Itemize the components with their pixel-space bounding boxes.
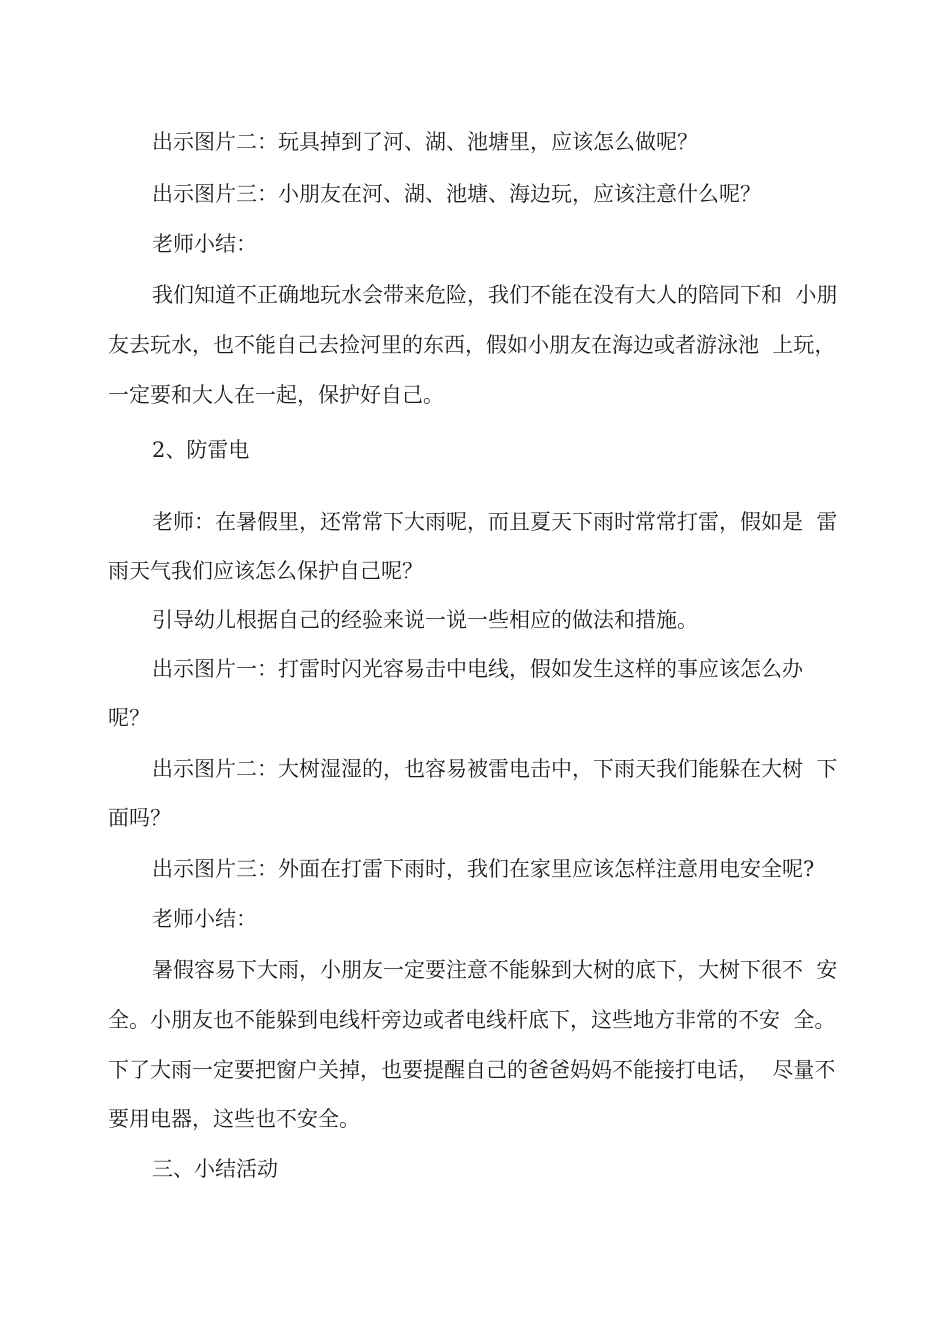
paragraph-line: 出示图片三：外面在打雷下雨时，我们在家里应该怎样注意用电安全呢? <box>152 857 815 881</box>
paragraph-line: 出示图片二：大树湿湿的，也容易被雷电击中，下雨天我们能躲在大树 下 <box>152 757 838 781</box>
paragraph-line: 呢？ <box>108 706 150 730</box>
paragraph-line: 友去玩水，也不能自己去捡河里的东西，假如小朋友在海边或者游泳池 上玩， <box>108 333 836 357</box>
section-subheading: 老师小结： <box>152 232 257 256</box>
paragraph-line: 一定要和大人在一起，保护好自己。 <box>108 383 444 407</box>
paragraph-line: 暑假容易下大雨，小朋友一定要注意不能躲到大树的底下，大树下很不 安 <box>152 958 838 982</box>
section-heading: 2、防雷电 <box>152 438 250 462</box>
paragraph-line: 出示图片三：小朋友在河、湖、池塘、海边玩，应该注意什么呢？ <box>152 182 761 206</box>
section-subheading: 老师小结： <box>152 907 257 931</box>
paragraph-line: 引导幼儿根据自己的经验来说一说一些相应的做法和措施。 <box>152 608 698 632</box>
paragraph-line: 要用电器，这些也不安全。 <box>108 1107 360 1131</box>
paragraph-line: 出示图片一：打雷时闪光容易击中电线，假如发生这样的事应该怎么办 <box>152 657 803 681</box>
paragraph-line: 面吗？ <box>108 806 171 830</box>
paragraph-line: 出示图片二：玩具掉到了河、湖、池塘里，应该怎么做呢？ <box>152 130 698 154</box>
paragraph-line: 下了大雨一定要把窗户关掉，也要提醒自己的爸爸妈妈不能接打电话， 尽量不 <box>108 1058 836 1082</box>
paragraph-line: 全。小朋友也不能躲到电线杆旁边或者电线杆底下，这些地方非常的不安 全。 <box>108 1008 836 1032</box>
paragraph-line: 雨天气我们应该怎么保护自己呢？ <box>108 559 423 583</box>
section-heading: 三、小结活动 <box>152 1157 278 1181</box>
paragraph-line: 我们知道不正确地玩水会带来危险，我们不能在没有大人的陪同下和 小朋 <box>152 283 838 307</box>
paragraph-line: 老师：在暑假里，还常常下大雨呢，而且夏天下雨时常常打雷，假如是 雷 <box>152 510 838 534</box>
